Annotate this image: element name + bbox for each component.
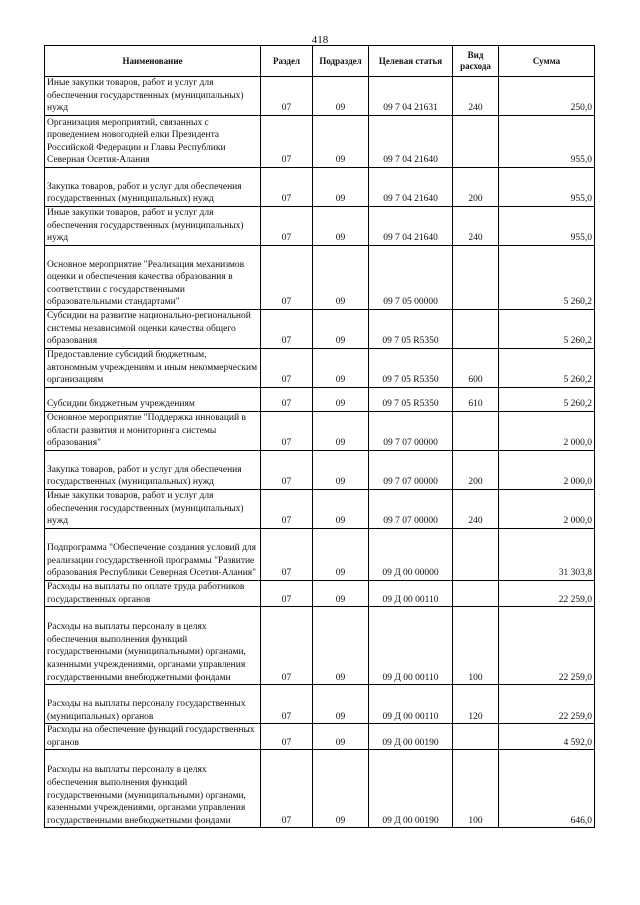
cell-section: 07 bbox=[261, 412, 313, 451]
cell-expense-type: 100 bbox=[453, 750, 499, 828]
cell-subsection: 09 bbox=[313, 207, 369, 246]
cell-target-article: 09 Д 00 00000 bbox=[369, 529, 453, 581]
table-row bbox=[45, 168, 595, 207]
cell-sum: 31 303,8 bbox=[499, 529, 595, 581]
cell-subsection: 09 bbox=[313, 77, 369, 116]
cell-target-article: 09 Д 00 00110 bbox=[369, 685, 453, 724]
cell-name: Предоставление субсидий бюджетным, автономным учреждениям и иным некоммерческим организациям bbox=[45, 349, 261, 388]
cell-sum: 955,0 bbox=[499, 207, 595, 246]
header-target-article: Целевая статья bbox=[369, 46, 453, 77]
cell-section: 07 bbox=[261, 607, 313, 685]
cell-name: Закупка товаров, работ и услуг для обеспечения государственных (муниципальных) нужд bbox=[45, 451, 261, 490]
cell-subsection: 09 bbox=[313, 490, 369, 529]
cell-name: Расходы на выплаты по оплате труда работников государственных органов bbox=[45, 581, 261, 607]
cell-section: 07 bbox=[261, 77, 313, 116]
cell-subsection: 09 bbox=[313, 116, 369, 168]
cell-sum: 2 000,0 bbox=[499, 412, 595, 451]
table-row bbox=[45, 207, 595, 246]
cell-name: Расходы на выплаты персоналу в целях обеспечения выполнения функций государственными (муниципальными) органами, казенными учреждениями, органами управления государственными внебюджетными фондами bbox=[45, 750, 261, 828]
header-subsection: Подраздел bbox=[313, 46, 369, 77]
cell-name: Организация мероприятий, связанных с проведением новогодней елки Президента Российской Федерации и Главы Республики Северная Осетия-Алания bbox=[45, 116, 261, 168]
cell-name: Основное мероприятие "Реализация механизмов оценки и обеспечения качества образования в соответствии с государственными образовательными стандартами" bbox=[45, 246, 261, 310]
cell-sum: 955,0 bbox=[499, 168, 595, 207]
cell-section: 07 bbox=[261, 724, 313, 750]
cell-expense-type bbox=[453, 310, 499, 349]
cell-target-article: 09 Д 00 00110 bbox=[369, 607, 453, 685]
cell-section: 07 bbox=[261, 246, 313, 310]
cell-expense-type: 200 bbox=[453, 168, 499, 207]
cell-subsection: 09 bbox=[313, 388, 369, 412]
header-name: Наименование bbox=[45, 46, 261, 77]
cell-name: Закупка товаров, работ и услуг для обеспечения государственных (муниципальных) нужд bbox=[45, 168, 261, 207]
table-row bbox=[45, 451, 595, 490]
table-row bbox=[45, 310, 595, 349]
cell-subsection: 09 bbox=[313, 685, 369, 724]
cell-name: Расходы на выплаты персоналу государственных (муниципальных) органов bbox=[45, 685, 261, 724]
cell-expense-type: 610 bbox=[453, 388, 499, 412]
cell-sum: 5 260,2 bbox=[499, 388, 595, 412]
table-row bbox=[45, 724, 595, 750]
cell-section: 07 bbox=[261, 529, 313, 581]
cell-expense-type bbox=[453, 581, 499, 607]
cell-name: Основное мероприятие "Поддержка инноваций в области развития и мониторинга системы образования" bbox=[45, 412, 261, 451]
cell-target-article: 09 7 07 00000 bbox=[369, 490, 453, 529]
cell-expense-type bbox=[453, 246, 499, 310]
cell-target-article: 09 7 07 00000 bbox=[369, 451, 453, 490]
header-expense-type: Вид расхода bbox=[453, 46, 499, 77]
cell-subsection: 09 bbox=[313, 750, 369, 828]
table-row bbox=[45, 116, 595, 168]
table-row bbox=[45, 685, 595, 724]
table-header-row bbox=[45, 46, 595, 77]
cell-name: Иные закупки товаров, работ и услуг для обеспечения государственных (муниципальных) нужд bbox=[45, 77, 261, 116]
cell-sum: 2 000,0 bbox=[499, 490, 595, 529]
cell-sum: 2 000,0 bbox=[499, 451, 595, 490]
cell-sum: 5 260,2 bbox=[499, 349, 595, 388]
cell-expense-type: 240 bbox=[453, 490, 499, 529]
cell-target-article: 09 Д 00 00190 bbox=[369, 724, 453, 750]
cell-subsection: 09 bbox=[313, 529, 369, 581]
cell-expense-type: 240 bbox=[453, 77, 499, 116]
cell-name: Субсидии бюджетным учреждениям bbox=[45, 388, 261, 412]
table-row bbox=[45, 490, 595, 529]
cell-subsection: 09 bbox=[313, 581, 369, 607]
cell-target-article: 09 7 05 R5350 bbox=[369, 310, 453, 349]
cell-sum: 5 260,2 bbox=[499, 246, 595, 310]
cell-expense-type bbox=[453, 412, 499, 451]
cell-expense-type bbox=[453, 116, 499, 168]
cell-sum: 22 259,0 bbox=[499, 607, 595, 685]
cell-subsection: 09 bbox=[313, 724, 369, 750]
cell-name: Субсидии на развитие национально-региональной системы независимой оценки качества общего образования bbox=[45, 310, 261, 349]
table-row bbox=[45, 607, 595, 685]
cell-sum: 22 259,0 bbox=[499, 685, 595, 724]
cell-section: 07 bbox=[261, 750, 313, 828]
cell-subsection: 09 bbox=[313, 168, 369, 207]
cell-sum: 955,0 bbox=[499, 116, 595, 168]
page-number: 418 bbox=[311, 34, 329, 46]
cell-expense-type: 240 bbox=[453, 207, 499, 246]
cell-section: 07 bbox=[261, 685, 313, 724]
table-row bbox=[45, 750, 595, 828]
cell-subsection: 09 bbox=[313, 607, 369, 685]
cell-subsection: 09 bbox=[313, 451, 369, 490]
cell-name: Иные закупки товаров, работ и услуг для обеспечения государственных (муниципальных) нужд bbox=[45, 207, 261, 246]
cell-expense-type: 600 bbox=[453, 349, 499, 388]
cell-target-article: 09 7 04 21640 bbox=[369, 116, 453, 168]
cell-section: 07 bbox=[261, 349, 313, 388]
cell-target-article: 09 7 05 R5350 bbox=[369, 388, 453, 412]
cell-name: Иные закупки товаров, работ и услуг для обеспечения государственных (муниципальных) нужд bbox=[45, 490, 261, 529]
table-row bbox=[45, 581, 595, 607]
cell-section: 07 bbox=[261, 581, 313, 607]
cell-target-article: 09 7 05 R5350 bbox=[369, 349, 453, 388]
cell-target-article: 09 7 05 00000 bbox=[369, 246, 453, 310]
cell-sum: 646,0 bbox=[499, 750, 595, 828]
cell-name: Расходы на выплаты персоналу в целях обеспечения выполнения функций государственными (муниципальными) органами, казенными учреждениями, органами управления государственными внебюджетными фондами bbox=[45, 607, 261, 685]
cell-target-article: 09 Д 00 00190 bbox=[369, 750, 453, 828]
table-row bbox=[45, 388, 595, 412]
cell-name: Расходы на обеспечение функций государственных органов bbox=[45, 724, 261, 750]
cell-subsection: 09 bbox=[313, 349, 369, 388]
cell-subsection: 09 bbox=[313, 412, 369, 451]
cell-section: 07 bbox=[261, 490, 313, 529]
cell-section: 07 bbox=[261, 168, 313, 207]
cell-sum: 250,0 bbox=[499, 77, 595, 116]
header-sum: Сумма bbox=[499, 46, 595, 77]
cell-sum: 22 259,0 bbox=[499, 581, 595, 607]
cell-sum: 5 260,2 bbox=[499, 310, 595, 349]
budget-table bbox=[44, 45, 595, 828]
cell-target-article: 09 7 04 21640 bbox=[369, 207, 453, 246]
cell-subsection: 09 bbox=[313, 310, 369, 349]
cell-expense-type bbox=[453, 529, 499, 581]
cell-target-article: 09 7 07 00000 bbox=[369, 412, 453, 451]
cell-section: 07 bbox=[261, 388, 313, 412]
cell-expense-type: 100 bbox=[453, 607, 499, 685]
cell-expense-type bbox=[453, 724, 499, 750]
table-row bbox=[45, 77, 595, 116]
cell-section: 07 bbox=[261, 451, 313, 490]
cell-sum: 4 592,0 bbox=[499, 724, 595, 750]
cell-target-article: 09 Д 00 00110 bbox=[369, 581, 453, 607]
header-section: Раздел bbox=[261, 46, 313, 77]
cell-name: Подпрограмма "Обеспечение создания условий для реализации государственной программы "Развитие образования Республики Северная Осетия-Алания" bbox=[45, 529, 261, 581]
table-row bbox=[45, 412, 595, 451]
cell-section: 07 bbox=[261, 116, 313, 168]
cell-expense-type: 200 bbox=[453, 451, 499, 490]
cell-section: 07 bbox=[261, 310, 313, 349]
cell-subsection: 09 bbox=[313, 246, 369, 310]
table-row bbox=[45, 349, 595, 388]
cell-expense-type: 120 bbox=[453, 685, 499, 724]
cell-section: 07 bbox=[261, 207, 313, 246]
cell-target-article: 09 7 04 21631 bbox=[369, 77, 453, 116]
table-row bbox=[45, 529, 595, 581]
table-row bbox=[45, 246, 595, 310]
cell-target-article: 09 7 04 21640 bbox=[369, 168, 453, 207]
